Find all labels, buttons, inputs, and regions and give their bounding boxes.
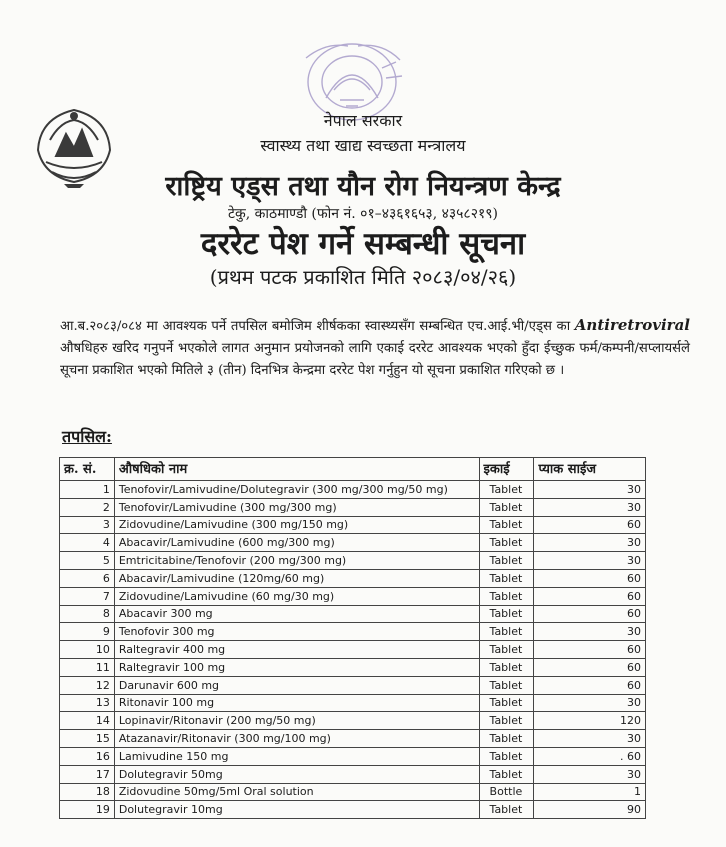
serial-cell: 10 (60, 641, 115, 659)
serial-cell: 12 (60, 676, 115, 694)
serial-cell: 9 (60, 623, 115, 641)
medicine-name-cell: Tenofovir/Lamivudine/Dolutegravir (300 mg/300 mg/50 mg) (114, 481, 479, 499)
medicine-name-cell: Abacavir 300 mg (114, 605, 479, 623)
serial-cell: 8 (60, 605, 115, 623)
serial-cell: 6 (60, 569, 115, 587)
serial-cell: 7 (60, 587, 115, 605)
table-row (60, 569, 646, 587)
serial-cell: 13 (60, 694, 115, 712)
pack-size-cell: 60 (534, 641, 646, 659)
header-medicine-name: औषधिको नाम (114, 458, 479, 481)
center-name: राष्ट्रिय एड्स तथा यौन रोग नियन्त्रण केन्द्र (165, 171, 561, 202)
table-row (60, 712, 646, 730)
serial-cell: 5 (60, 552, 115, 570)
table-row (60, 658, 646, 676)
unit-cell: Tablet (479, 534, 534, 552)
unit-cell: Tablet (479, 552, 534, 570)
publish-date: (प्रथम पटक प्रकाशित मिति २०८३/०४/२६) (209, 265, 517, 289)
pack-size-cell: 30 (534, 623, 646, 641)
serial-cell: 16 (60, 747, 115, 765)
serial-cell: 14 (60, 712, 115, 730)
unit-cell: Tablet (479, 498, 534, 516)
serial-cell: 19 (60, 801, 115, 819)
pack-size-cell: 60 (534, 569, 646, 587)
medicine-name-cell: Zidovudine/Lamivudine (300 mg/150 mg) (114, 516, 479, 534)
table-row (60, 641, 646, 659)
serial-cell: 2 (60, 498, 115, 516)
pack-size-cell: 90 (534, 801, 646, 819)
notice-body-emphasis: Antiretroviral (574, 316, 690, 334)
unit-cell: Tablet (479, 694, 534, 712)
medicine-name-cell: Dolutegravir 10mg (114, 801, 479, 819)
header-unit: इकाई (479, 458, 534, 481)
medicine-name-cell: Dolutegravir 50mg (114, 765, 479, 783)
notice-title: दररेट पेश गर्ने सम्बन्धी सूचना (200, 226, 526, 262)
header-serial: क्र. सं. (60, 458, 115, 481)
table-row (60, 498, 646, 516)
medicine-name-cell: Raltegravir 100 mg (114, 658, 479, 676)
medicine-table (59, 457, 646, 819)
pack-size-cell: 60 (534, 676, 646, 694)
table-row (60, 534, 646, 552)
table-row (60, 676, 646, 694)
serial-cell: 15 (60, 730, 115, 748)
pack-size-cell: 30 (534, 534, 646, 552)
medicine-name-cell: Emtricitabine/Tenofovir (200 mg/300 mg) (114, 552, 479, 570)
notice-body-part2: औषधिहरु खरिद गनुपर्ने भएकोले लागत अनुमान प्रयोजनको लागि एकाई दररेट आवश्यक भएको हुँदा ईच्छुक फर्म/कम्पनी/सप्लायर्सले सूचना प्रकाशित भएको मितिले ३ (तीन) दिनभित्र केन्द्रमा दररेट पेश गर्नुहुन यो सूचना प्रकाशित गरिएको छ । (60, 341, 690, 378)
unit-cell: Tablet (479, 605, 534, 623)
table-header-row (60, 458, 646, 481)
pack-size-cell: 30 (534, 694, 646, 712)
pack-size-cell: 30 (534, 552, 646, 570)
serial-cell: 18 (60, 783, 115, 801)
unit-cell: Tablet (479, 623, 534, 641)
government-name: नेपाल सरकार (323, 111, 403, 130)
notice-body (60, 314, 690, 382)
medicine-name-cell: Lopinavir/Ritonavir (200 mg/50 mg) (114, 712, 479, 730)
pack-size-cell: 60 (534, 587, 646, 605)
section-title: तपसिल: (62, 427, 112, 446)
medicine-name-cell: Tenofovir/Lamivudine (300 mg/300 mg) (114, 498, 479, 516)
unit-cell: Tablet (479, 765, 534, 783)
serial-cell: 17 (60, 765, 115, 783)
medicine-name-cell: Zidovudine/Lamivudine (60 mg/30 mg) (114, 587, 479, 605)
unit-cell: Bottle (479, 783, 534, 801)
pack-size-cell: . 60 (534, 747, 646, 765)
medicine-name-cell: Raltegravir 400 mg (114, 641, 479, 659)
pack-size-cell: 30 (534, 498, 646, 516)
medicine-name-cell: Atazanavir/Ritonavir (300 mg/100 mg) (114, 730, 479, 748)
pack-size-cell: 60 (534, 516, 646, 534)
table-row (60, 623, 646, 641)
center-address: टेकु, काठमाण्डौ (फोन नं. ०१–४३६१६५३, ४३५८२१९) (227, 206, 499, 222)
table-row (60, 587, 646, 605)
table-row (60, 481, 646, 499)
table-row (60, 552, 646, 570)
medicine-name-cell: Ritonavir 100 mg (114, 694, 479, 712)
table-row (60, 801, 646, 819)
medicine-name-cell: Abacavir/Lamivudine (600 mg/300 mg) (114, 534, 479, 552)
table-row (60, 747, 646, 765)
table-row (60, 730, 646, 748)
ministry-name: स्वास्थ्य तथा खाद्य स्वच्छता मन्त्रालय (260, 136, 466, 155)
notice-body-part1: आ.ब.२०८३/०८४ मा आवश्यक पर्ने तपसिल बमोजिम शीर्षकका स्वास्थ्यसँग सम्बन्धित एच.आई.भी/एड्स का (60, 319, 575, 334)
table-row (60, 694, 646, 712)
medicine-name-cell: Lamivudine 150 mg (114, 747, 479, 765)
serial-cell: 11 (60, 658, 115, 676)
pack-size-cell: 30 (534, 730, 646, 748)
medicine-name-cell: Tenofovir 300 mg (114, 623, 479, 641)
header-pack-size: प्याक साईज (534, 458, 646, 481)
medicine-name-cell: Abacavir/Lamivudine (120mg/60 mg) (114, 569, 479, 587)
unit-cell: Tablet (479, 801, 534, 819)
pack-size-cell: 1 (534, 783, 646, 801)
medicine-name-cell: Darunavir 600 mg (114, 676, 479, 694)
medicine-name-cell: Zidovudine 50mg/5ml Oral solution (114, 783, 479, 801)
table-row (60, 765, 646, 783)
unit-cell: Tablet (479, 641, 534, 659)
pack-size-cell: 30 (534, 481, 646, 499)
serial-cell: 4 (60, 534, 115, 552)
serial-cell: 3 (60, 516, 115, 534)
pack-size-cell: 120 (534, 712, 646, 730)
unit-cell: Tablet (479, 730, 534, 748)
unit-cell: Tablet (479, 747, 534, 765)
unit-cell: Tablet (479, 587, 534, 605)
pack-size-cell: 30 (534, 765, 646, 783)
unit-cell: Tablet (479, 676, 534, 694)
pack-size-cell: 60 (534, 658, 646, 676)
unit-cell: Tablet (479, 481, 534, 499)
serial-cell: 1 (60, 481, 115, 499)
pack-size-cell: 60 (534, 605, 646, 623)
table-row (60, 516, 646, 534)
unit-cell: Tablet (479, 712, 534, 730)
unit-cell: Tablet (479, 658, 534, 676)
table-row (60, 605, 646, 623)
table-row (60, 783, 646, 801)
unit-cell: Tablet (479, 516, 534, 534)
unit-cell: Tablet (479, 569, 534, 587)
